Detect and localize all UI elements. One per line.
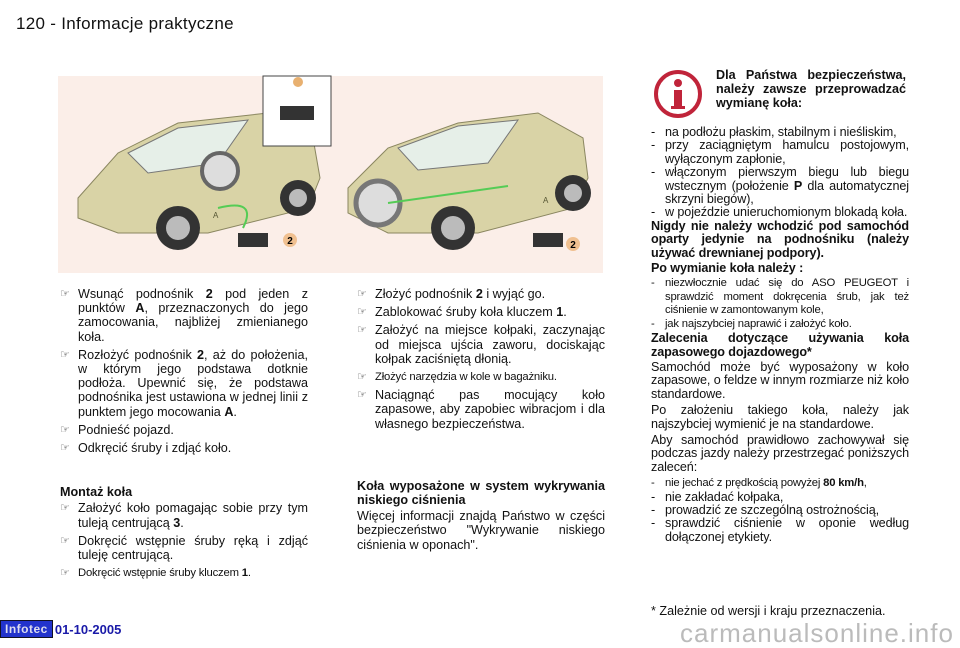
emphasis: A [135,301,145,316]
text: Zablokować śruby koła kluczem [375,305,557,320]
list-item [357,388,605,431]
emphasis: P [793,178,803,193]
watermark: carmanualsonline.info [680,618,954,648]
page-title: 120 - Informacje praktyczne [16,14,234,33]
footnote: * Zależnie od wersji i kraju przeznaczenia. [651,604,886,618]
text: w pojeździe unieruchomionym blokadą koła. [665,205,908,220]
emphasis: A [224,404,234,419]
list-item [357,323,605,366]
tpms-text: Więcej informacji znajdą Państwo w części bezpieczeństwo "Wykrywanie niskiego ciśnienia w oponach". [357,509,605,552]
list-item [651,277,909,317]
text: . [180,515,184,530]
list-item [60,348,308,419]
text: włączonym pierwszym biegu lub biegu wstecznym (położenie [665,165,909,193]
emphasis: 80 km/h [823,477,864,490]
text: Założyć koło pomagając sobie przy tym tuleją centrującą [78,501,308,530]
text: prowadzić ze szczególną ostrożnością, [665,502,879,517]
text: Podnieść pojazd. [78,422,174,437]
pointing-hand-icon: ☞ [357,389,367,402]
emphasis: 1 [556,305,564,320]
list-item [60,423,308,437]
spare-paragraph-1: Samochód może być wyposażony w koło zapasowe, o feldze w innym rozmiarze niż koło standardowe. [651,359,909,401]
emphasis: 1 [241,567,248,580]
dash-marker: - [651,477,655,490]
text: Dokręcić wstępnie śruby ręką i zdjąć tuleję centrującą. [78,533,308,563]
never-warning: Nigdy nie należy wchodzić pod samochód oparty jedynie na podnośniku (należy używać drewnianej podpory). [651,218,909,260]
text: , przeznaczonych do jego zamocowania, najbliżej zmienianego koła. [78,301,308,344]
tpms-heading: Koła wyposażone w system wykrywania niskiego ciśnienia [357,478,605,508]
text: Złożyć podnośnik [375,287,476,301]
dash-marker: - [651,205,656,220]
list-item [60,501,308,529]
text: Założyć na miejsce kołpaki, zaczynając od miejsca ujścia zaworu, dociskając kołpak zaciśniętą dłonią. [375,323,605,366]
right-column [651,126,909,544]
text: nie jechać z prędkością powyżej [665,477,824,490]
pointing-hand-icon: ☞ [60,288,70,300]
text: dla automatycznej skrzyni biegów), [665,178,909,207]
spare-paragraph-2: Po założeniu takiego koła, należy jak najszybciej wymienić je na standardowe. [651,403,909,431]
list-item [60,441,308,455]
middle-column [357,287,605,552]
dash-marker: - [651,489,656,504]
text: . [233,404,237,419]
pointing-hand-icon: ☞ [357,306,367,319]
text: , aż do położenia, w którym jego podstawa dotknie podłoża. Upewnić się, że podstawa podnośnika jest ustawiona w jednej linii z punktem jego mocowania [78,347,308,419]
edition-date: 01-10-2005 [54,621,122,637]
spare-paragraph-3: Aby samochód prawidłowo zachowywał się podczas jazdy należy przestrzegać poniższych zaleceń: [651,432,909,474]
dash-marker: - [651,502,656,517]
list-item [357,287,605,301]
text: . [563,305,567,320]
spare-heading: Zalecenia dotyczące używania koła zapasowego dojazdowego* [651,331,909,359]
emphasis: 2 [475,287,483,301]
jack-detail-inset [263,76,331,146]
mount-heading: Montaż koła [60,485,133,500]
point-label-left: A [213,211,219,220]
text: jak najszybciej naprawić i założyć koło. [665,317,852,330]
point-label-right: A [543,196,549,205]
wheel-change-illustration [58,68,603,273]
pointing-hand-icon: ☞ [60,423,70,436]
footer [0,620,121,638]
dash-marker: - [651,516,656,531]
text: pod jeden z punktów [78,287,308,316]
list-item [60,534,308,562]
pointing-hand-icon: ☞ [60,348,70,361]
emphasis: 2 [197,347,205,362]
list-item [60,566,308,580]
pointing-hand-icon: ☞ [60,567,70,580]
list-item [651,477,909,490]
text: i wyjąć go. [482,287,546,301]
pointing-hand-icon: ☞ [60,442,70,455]
text: Dokręcić wstępnie śruby kluczem [78,567,242,580]
list-item [357,370,605,384]
text: sprawdzić ciśnienie w oponie według dołączonej etykiety. [665,516,909,544]
text: Odkręcić śruby i zdjąć koło. [78,441,232,456]
list-item [60,287,308,344]
text: . [247,567,251,580]
text: , [863,477,867,490]
safety-warning: Dla Państwa bezpieczeństwa, należy zawsze przeprowadzać wymianę koła: [716,68,906,110]
list-item [651,126,909,139]
pointing-hand-icon: ☞ [60,534,70,547]
list-item [357,305,605,319]
text: Rozłożyć podnośnik [78,347,197,362]
text: na podłożu płaskim, stabilnym i nieśliskim, [665,125,897,139]
dash-marker: - [651,138,656,153]
pointing-hand-icon: ☞ [357,371,367,384]
after-heading: Po wymianie koła należy : [651,261,804,276]
list-item [651,491,909,504]
list-item [651,139,909,166]
jack-label-left: 2 [287,236,293,247]
pointing-hand-icon: ☞ [357,288,367,300]
list-item [651,206,909,219]
text: nie zakładać kołpaka, [665,489,784,504]
text: Wsunąć podnośnik [78,287,206,301]
text: niezwłocznie udać się do ASO PEUGEOT i sprawdzić moment dokręcenia śrub, jak też ciśnienie w zamontowanym kole, [665,277,909,317]
pointing-hand-icon: ☞ [60,502,70,515]
left-column [60,287,308,584]
list-item [651,517,909,544]
dash-marker: - [651,125,656,139]
pointing-hand-icon: ☞ [357,324,367,337]
text: Naciągnąć pas mocujący koło zapasowe, aby zapobiec wibracjom i dla własnego bezpieczeństwa. [375,388,605,431]
dash-marker: - [651,165,656,180]
text: Złożyć narzędzia w kole w bagażniku. [375,371,557,384]
list-item [651,166,909,206]
list-item [651,318,909,331]
dash-marker: - [651,317,655,330]
emphasis: 3 [173,515,181,530]
list-item [651,504,909,517]
jack-label-right: 2 [570,240,576,251]
dash-marker: - [651,277,655,290]
info-icon [652,68,704,120]
text: przy zaciągniętym hamulcu postojowym, wyłączonym zapłonie, [665,138,909,166]
emphasis: 2 [205,287,213,301]
infotec-logo: Infotec [0,620,53,638]
